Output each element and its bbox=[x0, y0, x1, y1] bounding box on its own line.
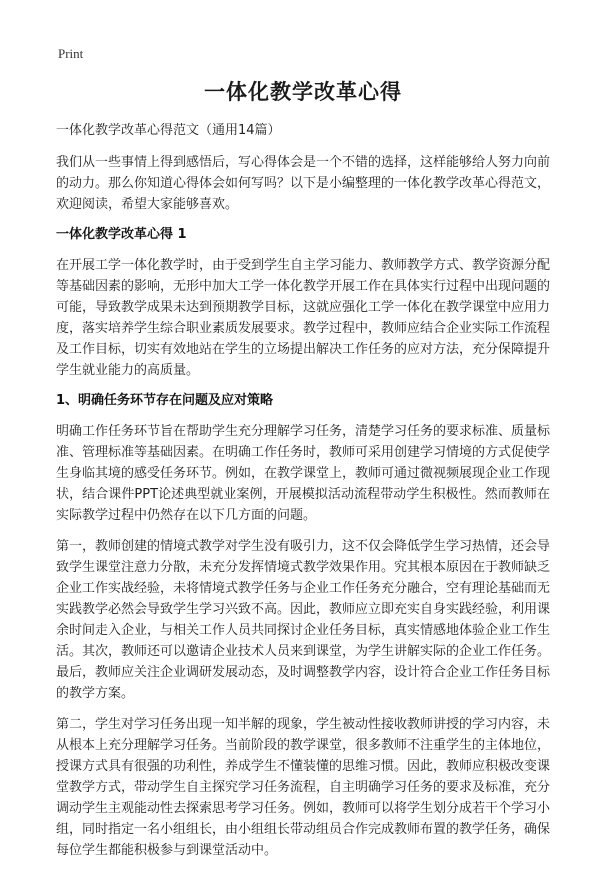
first-issue-paragraph: 第一，教师创建的情境式教学对学生没有吸引力，这不仅会降低学生学习热情，还会导致学生课堂注意力分散，未充分发挥情境式教学效果作用。究其根本原因在于教师缺乏企业工作实战经验，未将情境式教学任务与企业工作任务充分融合，空有理论基础而无实践教学必然会导致学生学习兴致不高。因此，教师应立即充实自身实践经验，利用课余时间走入企业，与相关工作人员共同探讨企业任务目标，真实情感地体验企业工作生活。其次，教师还可以邀请企业技术人员来到课堂，为学生讲解实际的企业工作任务。最后，教师应关注企业调研发展动态，及时调整教学内容，设计符合企业工作任务目标的教学方案。 bbox=[56, 539, 551, 701]
section-1-heading: 一体化教学改革心得 1 bbox=[56, 227, 187, 242]
print-link[interactable]: Print bbox=[58, 46, 84, 61]
document-body bbox=[56, 78, 550, 871]
second-issue-paragraph: 第二，学生对学习任务出现一知半解的现象，学生被动性接收教师讲授的学习内容，未从根本上充分理解学习任务。当前阶段的教学课堂，很多教师不注重学生的主体地位，授课方式具有很强的功利性，养成学生不懂装懂的思维习惯。因此，教师应积极改变课堂教学方式，带动学生自主探究学习任务流程，自主明确学习任务的要求及标准，充分调动学生主观能动性去探索思考学习任务。例如，教师可以将学生划分成若干个学习小组，同时指定一名小组组长，由小组组长带动组员合作完成教师布置的教学任务，确保每位学生都能积极参与到课堂活动中。 bbox=[56, 717, 551, 858]
intro-paragraph: 我们从一些事情上得到感悟后，写心得体会是一个不错的选择，这样能够给人努力向前的动力。那么你知道心得体会如何写吗？以下是小编整理的一体化教学改革心得范文，欢迎阅读，希望大家能够喜欢。 bbox=[56, 155, 551, 212]
section-1-paragraph: 在开展工学一体化教学时，由于受到学生自主学习能力、教师教学方式、教学资源分配等基础因素的影响，无形中加大工学一体化教学开展工作在具体实行过程中出现问题的可能，导致教学成果未达到预期教学目标，这就应强化工学一体化在教学课堂中应用力度，落实培养学生综合职业素质发展要求。教学过程中，教师应结合企业实际工作流程及工作目标，切实有效地站在学生的立场提出解决工作任务的应对方法，充分保障提升学生就业能力的高质量。 bbox=[56, 258, 551, 378]
task-clarification-paragraph: 明确工作任务环节旨在帮助学生充分理解学习任务，清楚学习任务的要求标准、质量标准、管理标准等基础因素。在明确工作任务时，教师可采用创建学习情境的方式促使学生身临其境的感受任务环节。例如，在教学课堂上，教师可通过微视频展现企业工作现状，结合课件PPT论述典型就业案例，开展模拟活动流程带动学生积极性。然而教师在实际教学过程中仍然存在以下几方面的问题。 bbox=[56, 424, 551, 523]
subsection-1-heading: 1、明确任务环节存在问题及应对策略 bbox=[56, 393, 274, 408]
page-title: 一体化教学改革心得 bbox=[204, 80, 402, 104]
document-subtitle: 一体化教学改革心得范文（通用14篇） bbox=[56, 123, 281, 138]
